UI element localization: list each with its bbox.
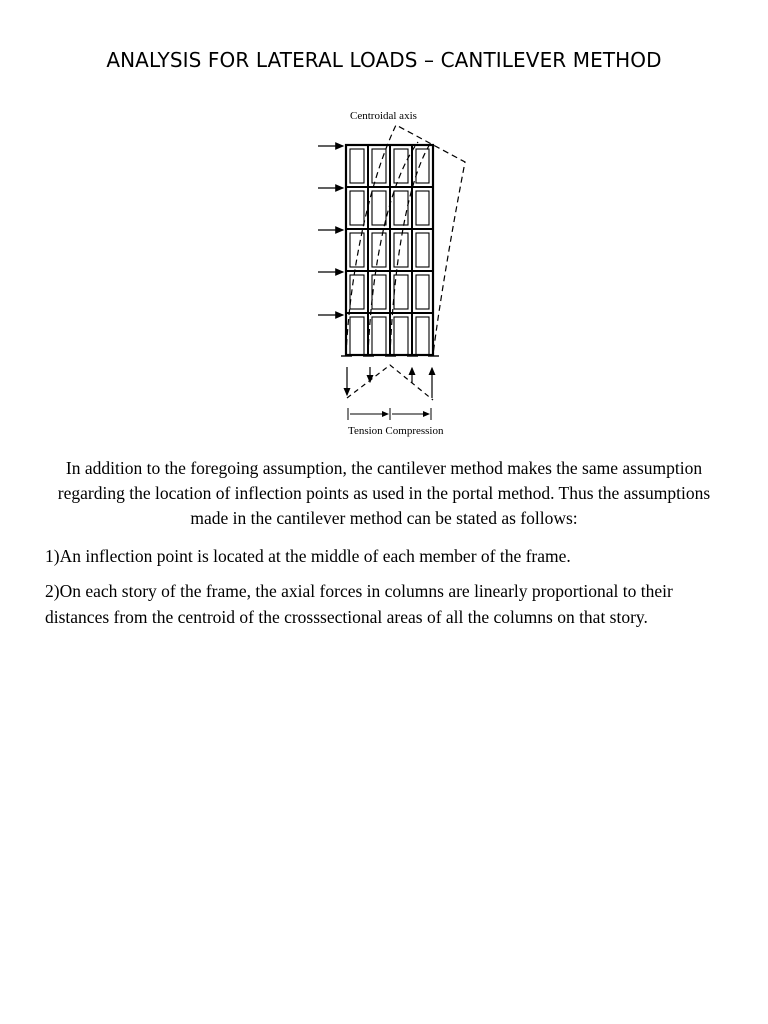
lateral-load-arrows [318, 146, 343, 315]
frame-structure [341, 145, 439, 356]
intro-paragraph: In addition to the foregoing assumption, the cantilever method makes the same assumption regarding the location of inflection points as used in the portal method. Thus the assumptions made in the cantilever method can be stated as follows: [57, 458, 711, 528]
assumption-item-2: 2)On each story of the frame, the axial forces in columns are linearly proportional to their distances from the centroid of the crosssectional areas of all the columns on that story. [45, 581, 673, 627]
cantilever-frame-figure [300, 100, 480, 445]
figure-label-tension-compression: Tension Compression [348, 425, 444, 437]
dimension-lines [348, 408, 431, 420]
page-title: ANALYSIS FOR LATERAL LOADS – CANTILEVER METHOD [106, 48, 662, 72]
axial-force-diagram [347, 365, 433, 400]
figure-label-centroidal-axis: Centroidal axis [350, 110, 417, 122]
assumption-item-1: 1)An inflection point is located at the middle of each member of the frame. [45, 546, 571, 566]
